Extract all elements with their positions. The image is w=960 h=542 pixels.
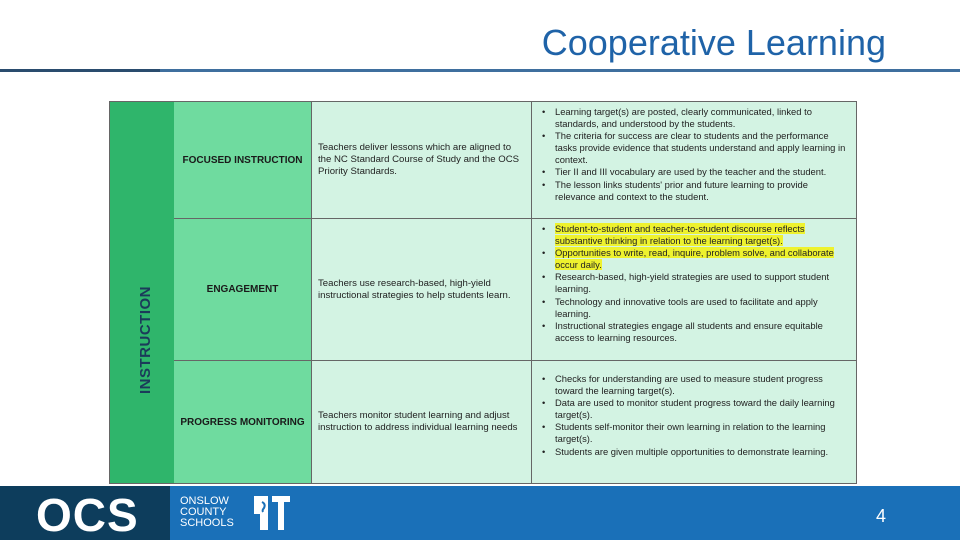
title-divider-accent [0, 69, 160, 72]
bullets-cell [532, 102, 856, 218]
table-row-engagement [174, 219, 856, 361]
bullet-item: • Research-based, high-yield strategies are used to support student learning. [532, 271, 856, 295]
description-cell [312, 219, 532, 360]
description-text: Teachers monitor student learning and adjust instruction to address individual learning needs [318, 410, 518, 433]
description-cell [312, 102, 532, 218]
category-label: PROGRESS MONITORING [180, 416, 305, 428]
school-emblem-icon [250, 494, 292, 532]
bullet-item: • Tier II and III vocabulary are used by the teacher and the student. [532, 166, 856, 178]
instruction-table [109, 101, 857, 484]
bullet-list [532, 223, 856, 344]
footer-bar [0, 486, 960, 540]
bullet-item: • Instructional strategies engage all students and ensure equitable access to learning resources. [532, 320, 856, 344]
bullet-item: • Students are given multiple opportunities to demonstrate learning. [532, 446, 856, 458]
slide-title: Cooperative Learning [541, 22, 886, 63]
school-name [180, 496, 234, 529]
category-cell [174, 361, 312, 483]
description-text: Teachers deliver lessons which are aligned to the NC Standard Course of Study and the OCS Priority Standards. [318, 142, 520, 177]
category-label: FOCUSED INSTRUCTION [182, 154, 303, 166]
bullet-list [532, 106, 856, 203]
bullet-item: • Data are used to monitor student progress toward the daily learning target(s). [532, 397, 856, 421]
instruction-side-label: INSTRUCTION [137, 286, 154, 394]
bullets-cell [532, 361, 856, 483]
bullet-item: • Technology and innovative tools are used to facilitate and apply learning. [532, 296, 856, 320]
bullet-item: • Learning target(s) are posted, clearly communicated, linked to standards, and understood by the students. [532, 106, 856, 130]
school-name-line: SCHOOLS [180, 517, 234, 529]
bullet-item-highlighted: • Opportunities to write, read, inquire, problem solve, and collaborate occur daily. [532, 247, 856, 271]
description-text: Teachers use research-based, high-yield instructional strategies to help students learn. [318, 277, 511, 301]
school-name-line: COUNTY [180, 506, 227, 518]
bullet-item-highlighted: • Student-to-student and teacher-to-student discourse reflects substantive thinking in relation to the learning target(s). [532, 223, 856, 247]
table-row-focused-instruction [174, 102, 856, 219]
bullet-item: • Students self-monitor their own learning in relation to the learning target(s). [532, 421, 856, 445]
bullet-item: • The lesson links students' prior and future learning to provide relevance and context to the student. [532, 179, 856, 203]
school-name-line: ONSLOW [180, 495, 229, 507]
category-cell [174, 219, 312, 360]
category-label: ENGAGEMENT [206, 284, 279, 295]
description-cell [312, 361, 532, 483]
page-number: 4 [876, 506, 887, 526]
bullet-list [532, 373, 856, 458]
bullet-item: • Checks for understanding are used to measure student progress toward the learning target(s). [532, 373, 856, 397]
category-cell [174, 102, 312, 218]
bullet-item: • The criteria for success are clear to students and the performance tasks provide evidence that students understand and apply learning in context. [532, 130, 856, 166]
table-row-progress-monitoring [174, 361, 856, 483]
instruction-side-band [110, 102, 174, 483]
ocs-logo: OCS [36, 489, 139, 541]
bullets-cell [532, 219, 856, 360]
title-divider [0, 69, 960, 72]
